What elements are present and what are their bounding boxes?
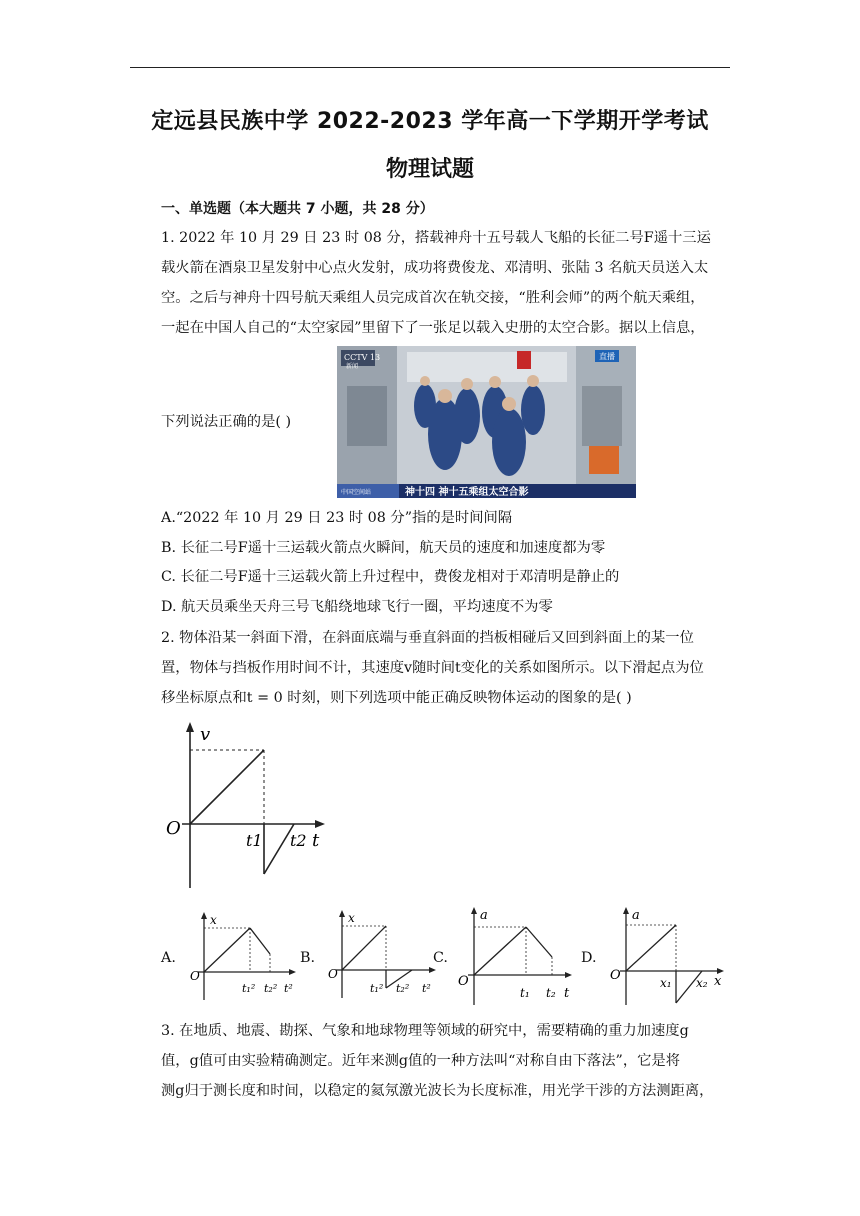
option-a-mark1: t₁² bbox=[242, 982, 256, 995]
q2-line-1: 2. 物体沿某一斜面下滑，在斜面底端与垂直斜面的挡板相碰后又回到斜面上的某一位 bbox=[161, 630, 694, 646]
option-c-mark1: t₁ bbox=[520, 986, 530, 1000]
q2-option-a-graph bbox=[188, 910, 298, 1002]
header-rule bbox=[130, 67, 730, 68]
q2-line-3: 移坐标原点和t = 0 时刻，则下列选项中能正确反映物体运动的图象的是( ) bbox=[161, 690, 632, 706]
option-b-mark2: t₂² bbox=[396, 982, 410, 995]
option-b-y-label: x bbox=[348, 911, 355, 925]
option-a-x-label: t² bbox=[284, 982, 293, 995]
q1-option-a: A.“2022 年 10 月 29 日 23 时 08 分”指的是时间间隔 bbox=[161, 510, 513, 526]
option-c-mark2: t₂ bbox=[546, 986, 556, 1000]
q3-line-3: 测g归于测长度和时间，以稳定的氦氖激光波长为长度标准，用光学干涉的方法测距离， bbox=[161, 1083, 714, 1099]
v-axis-label: v bbox=[200, 724, 211, 745]
space-station-photo bbox=[337, 346, 636, 498]
exam-subject: 物理试题 bbox=[385, 157, 474, 182]
q1-line-4: 一起在中国人自己的“太空家园”里留下了一张足以载入史册的太空合影。据以上信息， bbox=[161, 320, 705, 336]
option-a-origin: O bbox=[190, 969, 200, 983]
photo-logo-sub: 新闻 bbox=[346, 363, 359, 370]
q2-option-b-label: B. bbox=[300, 950, 316, 966]
q1-question-tail: 下列说法正确的是( ) bbox=[161, 414, 292, 430]
section-heading: 一、单选题（本大题共 7 小题，共 28 分） bbox=[161, 201, 434, 217]
q2-option-a-label: A. bbox=[161, 950, 176, 966]
q2-option-d-graph bbox=[608, 905, 730, 1007]
option-c-origin: O bbox=[458, 974, 469, 989]
t2-label: t2 bbox=[290, 831, 307, 850]
q1-line-3: 空。之后与神舟十四号航天乘组人员完成首次在轨交接，“胜利会师”的两个航天乘组， bbox=[161, 290, 705, 306]
q3-line-2: 值，g值可由实验精确测定。近年来测g值的一种方法叫“对称自由下落法”，它是将 bbox=[161, 1053, 681, 1069]
q1-option-c: C. 长征二号F遥十三运载火箭上升过程中，费俊龙相对于邓清明是静止的 bbox=[161, 569, 620, 585]
v-t-graph bbox=[160, 718, 340, 896]
q2-option-d-label: D. bbox=[581, 950, 597, 966]
photo-caption: 神十四 神十五乘组太空合影 bbox=[405, 487, 529, 498]
photo-logo: CCTV 13 bbox=[344, 353, 381, 362]
photo-live-badge: 直播 bbox=[599, 352, 615, 361]
t-axis-label: t bbox=[312, 830, 320, 851]
photo-illustration bbox=[337, 346, 636, 498]
q3-line-1: 3. 在地质、地震、勘探、气象和地球物理等领域的研究中，需要精确的重力加速度g bbox=[161, 1023, 689, 1039]
option-d-y-label: a bbox=[632, 908, 640, 923]
q1-option-d: D. 航天员乘坐天舟三号飞船绕地球飞行一圈，平均速度不为零 bbox=[161, 599, 553, 615]
q2-option-c-graph bbox=[456, 905, 576, 1007]
exam-title: 定远县民族中学 2022-2023 学年高一下学期开学考试 bbox=[151, 109, 709, 134]
option-d-mark2: x₂ bbox=[696, 976, 708, 990]
q2-line-2: 置，物体与挡板作用时间不计，其速度v随时间t变化的关系如图所示。以下滑起点为位 bbox=[161, 660, 704, 676]
photo-corner-tag: 中国空间站 bbox=[341, 489, 372, 496]
option-c-x-label: t bbox=[564, 986, 570, 1001]
q1-option-b: B. 长征二号F遥十三运载火箭点火瞬间，航天员的速度和加速度都为零 bbox=[161, 540, 606, 556]
option-c-y-label: a bbox=[480, 908, 488, 923]
option-a-mark2: t₂² bbox=[264, 982, 278, 995]
option-a-y-label: x bbox=[210, 913, 217, 927]
option-d-mark1: x₁ bbox=[660, 976, 672, 990]
q1-line-2: 载火箭在酒泉卫星发射中心点火发射，成功将费俊龙、邓清明、张陆 3 名航天员送入太 bbox=[161, 260, 709, 276]
q2-option-c-label: C. bbox=[433, 950, 448, 966]
option-d-origin: O bbox=[610, 968, 621, 983]
origin-label: O bbox=[166, 818, 181, 839]
t1-label: t1 bbox=[246, 831, 263, 850]
option-d-x-label: x bbox=[714, 974, 722, 989]
q2-option-b-graph bbox=[326, 908, 438, 1000]
q1-line-1: 1. 2022 年 10 月 29 日 23 时 08 分，搭载神舟十五号载人飞船的长征二号F遥十三运 bbox=[161, 230, 711, 246]
option-b-origin: O bbox=[328, 967, 338, 981]
option-b-mark1: t₁² bbox=[370, 982, 384, 995]
option-b-x-label: t² bbox=[422, 982, 431, 995]
